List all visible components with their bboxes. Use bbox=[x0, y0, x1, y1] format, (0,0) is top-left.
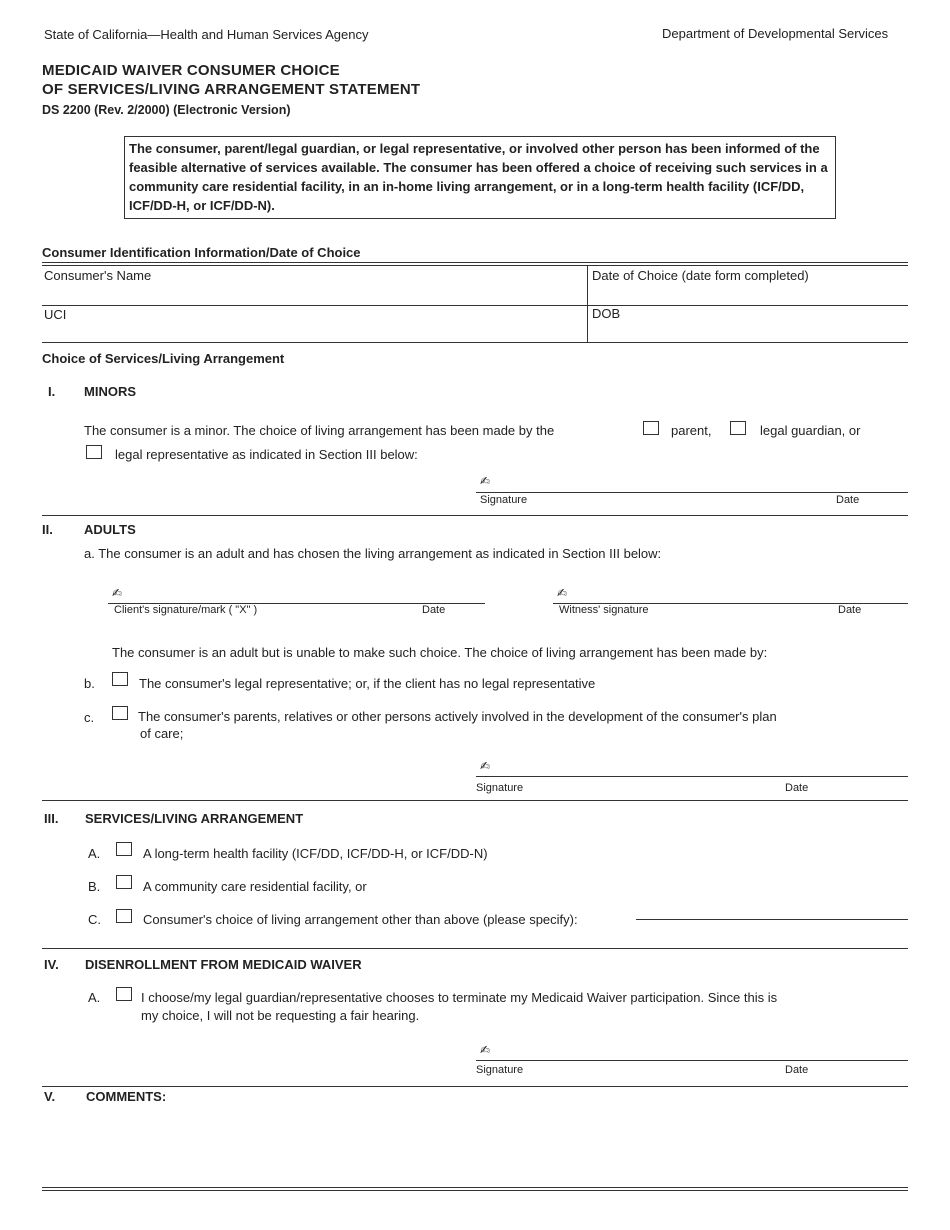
section2-signature-field[interactable] bbox=[478, 759, 908, 776]
section4-number: IV. bbox=[44, 957, 59, 972]
section2-signature-label: Signature bbox=[476, 782, 524, 794]
table-top-rule bbox=[42, 262, 908, 263]
department-name: Department of Developmental Services bbox=[662, 26, 889, 41]
section4-a-text-line1: I choose/my legal guardian/representative chooses to terminate my Medicaid Waiver participation. Since this is bbox=[141, 990, 778, 1005]
signature-pen-icon: ✍ bbox=[480, 474, 491, 488]
client-signature-field[interactable] bbox=[110, 586, 484, 603]
other-arrangement-field[interactable] bbox=[636, 904, 908, 920]
section3-c-text: Consumer's choice of living arrangement other than above (please specify): bbox=[143, 912, 578, 927]
section4-heading: DISENROLLMENT FROM MEDICAID WAIVER bbox=[85, 957, 362, 972]
section3-b-text: A community care residential facility, or bbox=[143, 879, 367, 894]
section4-signature-line bbox=[476, 1060, 908, 1061]
section2-date-label: Date bbox=[785, 782, 809, 794]
consumer-info-heading: Consumer Identification Information/Date of Choice bbox=[42, 245, 361, 260]
legal-representative-label: legal representative as indicated in Section III below: bbox=[115, 447, 418, 462]
client-signature-label: Client's signature/mark ( "X" ) bbox=[114, 604, 258, 616]
section1-text: The consumer is a minor. The choice of living arrangement has been made by the bbox=[84, 423, 555, 438]
signature-pen-icon: ✍ bbox=[480, 759, 491, 773]
section-divider bbox=[42, 515, 908, 516]
notice-box: The consumer, parent/legal guardian, or legal representative, or involved other person has been informed of the feasible alternative of services available. The consumer has been offered a choice of receiving such services in a community care residential facility, in an in-home living arrangement, or in a long-term health facility (ICF/DD, ICF/DD-H, or ICF/DD-N). bbox=[124, 136, 836, 219]
section5-heading: COMMENTS: bbox=[86, 1089, 167, 1104]
section4-a-text-line2: my choice, I will not be requesting a fair hearing. bbox=[141, 1008, 420, 1023]
table-divider bbox=[587, 265, 588, 342]
section4-signature-label: Signature bbox=[476, 1064, 524, 1076]
section3-a-text: A long-term health facility (ICF/DD, ICF/DD-H, or ICF/DD-N) bbox=[143, 846, 488, 861]
client-date-label: Date bbox=[422, 604, 446, 616]
form-title-line2: OF SERVICES/LIVING ARRANGEMENT STATEMENT bbox=[42, 81, 421, 98]
section2-b-letter: b. bbox=[84, 676, 95, 691]
section-divider bbox=[42, 800, 908, 801]
section1-signature-label: Signature bbox=[480, 494, 528, 506]
section2-a-text: a. The consumer is an adult and has chosen the living arrangement as indicated in Section III below: bbox=[84, 546, 662, 561]
section2-c-text-line1: The consumer's parents, relatives or other persons actively involved in the development of the consumer's plan bbox=[138, 709, 777, 724]
section2-c-text-line2: of care; bbox=[140, 726, 184, 741]
table-top-rule-2 bbox=[42, 265, 908, 266]
section2-heading: ADULTS bbox=[84, 522, 136, 537]
section1-signature-line bbox=[476, 492, 908, 493]
other-arrangement-checkbox[interactable] bbox=[116, 909, 132, 923]
section2-b-text: The consumer's legal representative; or, if the client has no legal representative bbox=[139, 676, 596, 691]
signature-pen-icon: ✍ bbox=[112, 586, 123, 600]
section3-heading: SERVICES/LIVING ARRANGEMENT bbox=[85, 811, 304, 826]
parent-label: parent, bbox=[671, 423, 712, 438]
section2-c-letter: c. bbox=[84, 710, 95, 725]
footer-rule-2 bbox=[42, 1190, 908, 1191]
long-term-facility-checkbox[interactable] bbox=[116, 842, 132, 856]
section3-c-letter: C. bbox=[88, 912, 101, 927]
footer-rule bbox=[42, 1187, 908, 1188]
witness-signature-label: Witness' signature bbox=[559, 604, 649, 616]
section4-date-label: Date bbox=[785, 1064, 809, 1076]
choice-heading: Choice of Services/Living Arrangement bbox=[42, 351, 285, 366]
witness-signature-field[interactable] bbox=[555, 586, 907, 603]
agency-name: State of California—Health and Human Services Agency bbox=[44, 27, 369, 42]
date-of-choice-label: Date of Choice (date form completed) bbox=[592, 268, 809, 283]
section1-heading: MINORS bbox=[84, 384, 136, 399]
legal-guardian-label: legal guardian, or bbox=[760, 423, 861, 438]
legal-guardian-checkbox[interactable] bbox=[730, 421, 746, 435]
comments-field[interactable] bbox=[44, 1110, 906, 1180]
signature-pen-icon: ✍ bbox=[557, 586, 568, 600]
parent-checkbox[interactable] bbox=[643, 421, 659, 435]
uci-label: UCI bbox=[44, 307, 67, 322]
date-of-choice-field[interactable] bbox=[592, 285, 902, 303]
consumer-name-field[interactable] bbox=[44, 285, 580, 303]
form-title-line1: MEDICAID WAIVER CONSUMER CHOICE bbox=[42, 62, 340, 79]
section-divider bbox=[42, 1086, 908, 1087]
other-arrangement-line bbox=[636, 919, 908, 920]
section5-number: V. bbox=[44, 1089, 56, 1104]
section1-number: I. bbox=[48, 384, 56, 399]
section4-signature-field[interactable] bbox=[478, 1043, 908, 1060]
section2-number: II. bbox=[42, 522, 53, 537]
section-divider bbox=[42, 948, 908, 949]
legal-rep-adult-checkbox[interactable] bbox=[112, 672, 128, 686]
section1-date-label: Date bbox=[836, 494, 860, 506]
section4-a-letter: A. bbox=[88, 990, 101, 1005]
section3-number: III. bbox=[44, 811, 59, 826]
table-mid-rule bbox=[42, 305, 908, 306]
legal-representative-checkbox[interactable] bbox=[86, 445, 102, 459]
dob-label: DOB bbox=[592, 306, 621, 321]
disenroll-checkbox[interactable] bbox=[116, 987, 132, 1001]
form-number: DS 2200 (Rev. 2/2000) (Electronic Version) bbox=[42, 103, 291, 117]
section1-signature-field[interactable] bbox=[478, 474, 908, 492]
witness-date-label: Date bbox=[838, 604, 862, 616]
community-care-checkbox[interactable] bbox=[116, 875, 132, 889]
section2-unable-text: The consumer is an adult but is unable to make such choice. The choice of living arrangement has been made by: bbox=[112, 645, 768, 660]
parents-relatives-checkbox[interactable] bbox=[112, 706, 128, 720]
table-bottom-rule bbox=[42, 342, 908, 343]
section2-signature-line bbox=[476, 776, 908, 777]
signature-pen-icon: ✍ bbox=[480, 1043, 491, 1057]
section3-a-letter: A. bbox=[88, 846, 101, 861]
uci-field[interactable] bbox=[70, 322, 580, 340]
consumer-name-label: Consumer's Name bbox=[44, 268, 152, 283]
section3-b-letter: B. bbox=[88, 879, 101, 894]
dob-field[interactable] bbox=[625, 322, 902, 340]
